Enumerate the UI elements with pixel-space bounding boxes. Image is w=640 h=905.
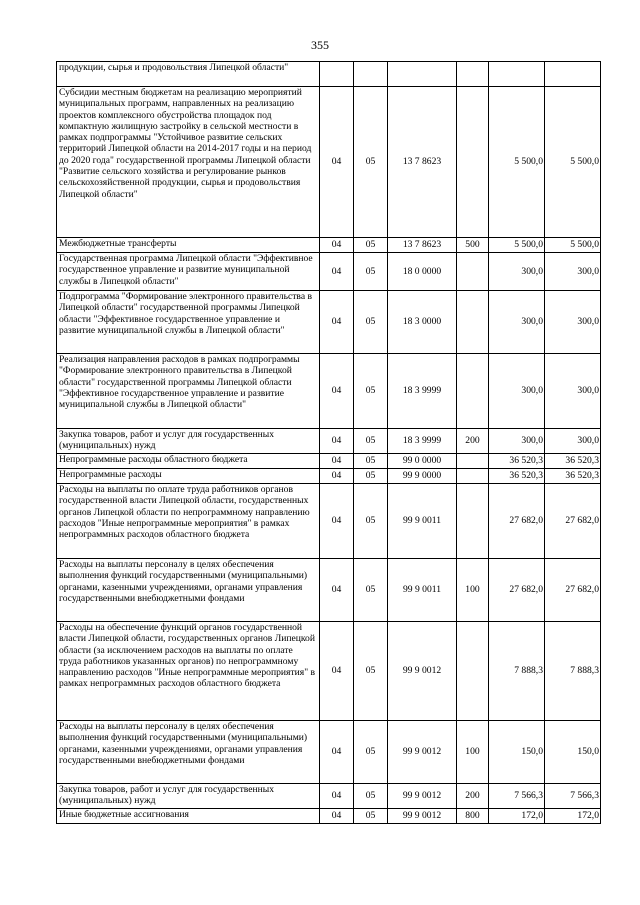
section-code-cell: 04 [320,87,354,238]
amount-cell: 7 566,3 [489,784,545,809]
target-article-cell [388,62,457,87]
target-article-cell: 99 9 0011 [388,484,457,559]
amount-cell: 300,0 [489,354,545,429]
expense-type-cell: 200 [457,429,489,454]
row-name-cell: Межбюджетные трансферты [57,238,320,253]
expense-type-cell: 200 [457,784,489,809]
amount-cell: 7 566,3 [545,784,601,809]
expense-type-cell: 500 [457,238,489,253]
amount-cell: 7 888,3 [545,622,601,721]
table-row [57,354,601,429]
expense-type-cell [457,354,489,429]
amount-cell: 172,0 [489,809,545,824]
target-article-cell: 13 7 8623 [388,87,457,238]
subsection-code-cell: 05 [354,454,388,469]
row-name-cell: Подпрограмма "Формирование электронного правительства в Липецкой области" государственной программы Липецкой области "Эффективное государственное управление и развитие муниципальной службы в Липецкой области" [57,291,320,354]
section-code-cell: 04 [320,809,354,824]
amount-cell: 300,0 [545,429,601,454]
target-article-cell: 99 9 0012 [388,721,457,784]
table-row [57,291,601,354]
section-code-cell: 04 [320,253,354,291]
subsection-code-cell: 05 [354,469,388,484]
amount-cell: 150,0 [489,721,545,784]
expense-type-cell [457,87,489,238]
expense-type-cell: 100 [457,721,489,784]
page-number: 355 [311,38,329,52]
amount-cell: 36 520,3 [489,454,545,469]
amount-cell: 5 500,0 [489,238,545,253]
section-code-cell: 04 [320,454,354,469]
amount-cell: 36 520,3 [489,469,545,484]
target-article-cell: 13 7 8623 [388,238,457,253]
expense-type-cell [457,469,489,484]
row-name-cell: Непрограммные расходы областного бюджета [57,454,320,469]
amount-cell: 27 682,0 [545,484,601,559]
subsection-code-cell: 05 [354,238,388,253]
expense-type-cell [457,253,489,291]
section-code-cell: 04 [320,354,354,429]
amount-cell: 27 682,0 [489,484,545,559]
amount-cell: 5 500,0 [545,87,601,238]
section-code-cell: 04 [320,484,354,559]
section-code-cell: 04 [320,291,354,354]
row-name-cell: Непрограммные расходы [57,469,320,484]
table-row [57,721,601,784]
table-row [57,809,601,824]
amount-cell: 300,0 [489,429,545,454]
row-name-cell: Расходы на выплаты персоналу в целях обеспечения выполнения функций государственными (муниципальными) органами, казенными учреждениями, органами управления государственными внебюджетными фондами [57,721,320,784]
table-row [57,784,601,809]
row-name-cell: Реализация направления расходов в рамках подпрограммы "Формирование электронного правительства в Липецкой области" государственной программы Липецкой области "Эффективное государственное управление и развитие муниципальной службы в Липецкой области" [57,354,320,429]
target-article-cell: 99 9 0011 [388,559,457,622]
budget-table-body [57,62,601,824]
expense-type-cell [457,454,489,469]
row-name-cell: продукции, сырья и продовольствия Липецкой области" [57,62,320,87]
amount-cell: 300,0 [545,253,601,291]
target-article-cell: 99 9 0012 [388,622,457,721]
section-code-cell: 04 [320,559,354,622]
amount-cell: 172,0 [545,809,601,824]
expense-type-cell [457,622,489,721]
subsection-code-cell: 05 [354,721,388,784]
subsection-code-cell: 05 [354,429,388,454]
subsection-code-cell: 05 [354,354,388,429]
amount-cell: 27 682,0 [489,559,545,622]
target-article-cell: 18 3 9999 [388,429,457,454]
expense-type-cell [457,62,489,87]
amount-cell: 5 500,0 [545,238,601,253]
row-name-cell: Расходы на обеспечение функций органов государственной власти Липецкой области, государственных органов Липецкой области (за исключением расходов на выплаты по оплате труда работников указанных органов) по непрограммному направлению расходов "Иные непрограммные мероприятия" в рамках непрограммных расходов областного бюджета [57,622,320,721]
target-article-cell: 18 3 9999 [388,354,457,429]
amount-cell: 300,0 [489,291,545,354]
subsection-code-cell: 05 [354,809,388,824]
subsection-code-cell: 05 [354,291,388,354]
target-article-cell: 99 0 0000 [388,454,457,469]
amount-cell: 300,0 [545,354,601,429]
amount-cell: 300,0 [489,253,545,291]
section-code-cell: 04 [320,622,354,721]
table-row [57,622,601,721]
table-row [57,429,601,454]
row-name-cell: Субсидии местным бюджетам на реализацию мероприятий муниципальных программ, направленных на реализацию проектов комплексного обустройства площадок под компактную жилищную застройку в сельской местности в рамках подпрограммы "Устойчивое развитие сельских территорий Липецкой области на 2014-2017 годы и на период до 2020 года" государственной программы Липецкой области "Развитие сельского хозяйства и регулирование рынков сельскохозяйственной продукции, сырья и продовольствия Липецкой области" [57,87,320,238]
subsection-code-cell: 05 [354,484,388,559]
target-article-cell: 18 3 0000 [388,291,457,354]
section-code-cell: 04 [320,469,354,484]
section-code-cell: 04 [320,429,354,454]
amount-cell: 36 520,3 [545,469,601,484]
amount-cell: 150,0 [545,721,601,784]
section-code-cell: 04 [320,238,354,253]
row-name-cell: Расходы на выплаты персоналу в целях обеспечения выполнения функций государственными (муниципальными) органами, казенными учреждениями, органами управления государственными внебюджетными фондами [57,559,320,622]
budget-table [56,61,601,824]
subsection-code-cell: 05 [354,253,388,291]
target-article-cell: 99 9 0012 [388,784,457,809]
row-name-cell: Иные бюджетные ассигнования [57,809,320,824]
amount-cell: 5 500,0 [489,87,545,238]
subsection-code-cell [354,62,388,87]
row-name-cell: Расходы на выплаты по оплате труда работников органов государственной власти Липецкой области, государственных органов Липецкой области по непрограммному направлению расходов "Иные непрограммные мероприятия" в рамках непрограммных расходов областного бюджета [57,484,320,559]
amount-cell: 7 888,3 [489,622,545,721]
table-row [57,253,601,291]
table-row [57,559,601,622]
table-row [57,62,601,87]
amount-cell: 27 682,0 [545,559,601,622]
target-article-cell: 99 9 0000 [388,469,457,484]
amount-cell [545,62,601,87]
table-row [57,484,601,559]
row-name-cell: Государственная программа Липецкой области "Эффективное государственное управление и развитие муниципальной службы в Липецкой области" [57,253,320,291]
target-article-cell: 99 9 0012 [388,809,457,824]
section-code-cell [320,62,354,87]
expense-type-cell: 100 [457,559,489,622]
subsection-code-cell: 05 [354,784,388,809]
expense-type-cell [457,291,489,354]
amount-cell: 36 520,3 [545,454,601,469]
subsection-code-cell: 05 [354,87,388,238]
table-row [57,238,601,253]
section-code-cell: 04 [320,721,354,784]
subsection-code-cell: 05 [354,622,388,721]
expense-type-cell [457,484,489,559]
section-code-cell: 04 [320,784,354,809]
table-row [57,454,601,469]
subsection-code-cell: 05 [354,559,388,622]
row-name-cell: Закупка товаров, работ и услуг для государственных (муниципальных) нужд [57,784,320,809]
amount-cell [489,62,545,87]
expense-type-cell: 800 [457,809,489,824]
table-row [57,87,601,238]
target-article-cell: 18 0 0000 [388,253,457,291]
table-row [57,469,601,484]
row-name-cell: Закупка товаров, работ и услуг для государственных (муниципальных) нужд [57,429,320,454]
amount-cell: 300,0 [545,291,601,354]
